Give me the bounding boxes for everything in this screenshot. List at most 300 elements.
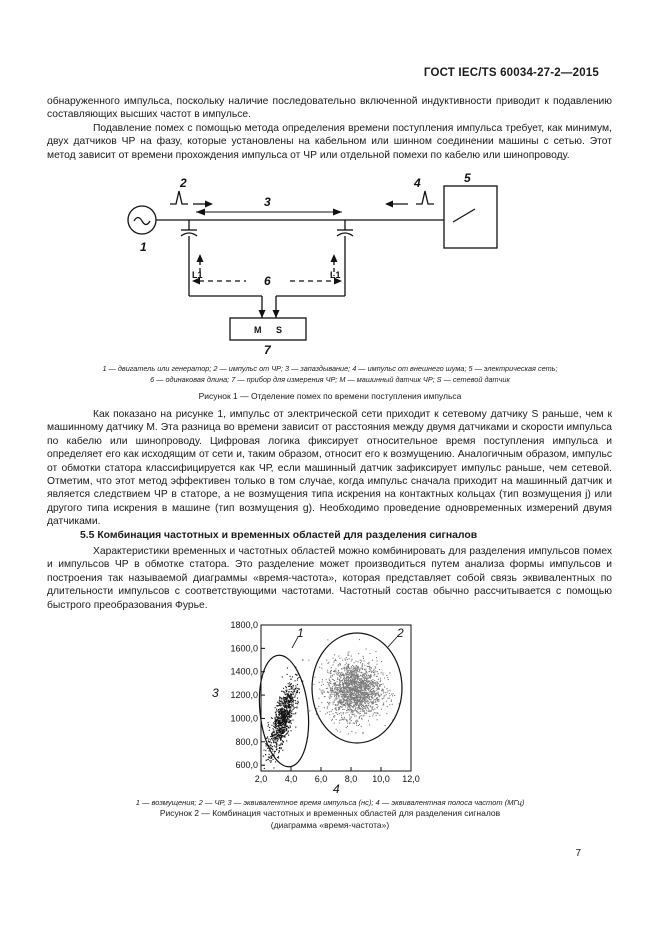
scatter-point-series-2 [361, 694, 362, 695]
scatter-point-series-2 [379, 715, 380, 716]
scatter-point-series-1 [298, 677, 299, 678]
scatter-point-series-2 [364, 706, 365, 707]
scatter-point-series-1 [280, 720, 281, 721]
scatter-point-series-2 [359, 670, 360, 671]
scatter-point-series-2 [370, 690, 371, 691]
scatter-point-series-2 [351, 731, 352, 732]
scatter-point-series-1 [294, 689, 295, 690]
scatter-point-series-2 [335, 659, 336, 660]
scatter-point-series-2 [330, 690, 331, 691]
scatter-point-series-2 [349, 651, 350, 652]
scatter-point-series-2 [373, 688, 374, 689]
scatter-point-series-2 [381, 661, 382, 662]
scatter-point-series-2 [329, 704, 330, 705]
scatter-point-series-2 [348, 688, 349, 689]
scatter-point-series-2 [331, 667, 332, 668]
scatter-point-series-2 [349, 670, 350, 671]
scatter-point-series-2 [342, 718, 343, 719]
scatter-point-series-2 [376, 715, 377, 716]
scatter-point-series-1 [283, 717, 284, 718]
scatter-point-series-2 [364, 702, 365, 703]
scatter-point-series-2 [368, 705, 369, 706]
scatter-point-series-1 [282, 750, 283, 751]
scatter-point-series-2 [389, 672, 390, 673]
scatter-point-series-1 [282, 698, 283, 699]
scatter-point-series-1 [299, 692, 300, 693]
scatter-point-series-2 [367, 700, 368, 701]
scatter-point-series-2 [372, 706, 373, 707]
scatter-point-series-2 [327, 702, 328, 703]
scatter-point-series-2 [342, 680, 343, 681]
scatter-point-series-1 [284, 703, 285, 704]
scatter-point-series-1 [278, 752, 279, 753]
scatter-point-series-1 [279, 748, 280, 749]
scatter-point-series-2 [355, 691, 356, 692]
scatter-point-series-2 [367, 677, 368, 678]
scatter-point-series-2 [360, 660, 361, 661]
scatter-point-series-2 [333, 664, 334, 665]
scatter-point-series-2 [365, 705, 366, 706]
scatter-point-series-2 [390, 690, 391, 691]
scatter-point-series-2 [391, 701, 392, 702]
scatter-point-series-1 [282, 735, 283, 736]
scatter-point-series-1 [289, 721, 290, 722]
scatter-point-series-2 [339, 713, 340, 714]
scatter-point-series-2 [351, 692, 352, 693]
scatter-point-series-2 [368, 671, 369, 672]
scatter-point-series-2 [383, 704, 384, 705]
scatter-point-series-2 [371, 697, 372, 698]
scatter-point-series-2 [370, 710, 371, 711]
scatter-point-series-2 [353, 690, 354, 691]
scatter-point-series-2 [343, 712, 344, 713]
scatter-point-series-1 [281, 739, 282, 740]
scatter-point-series-2 [341, 717, 342, 718]
scatter-point-series-1 [274, 727, 275, 728]
scatter-point-series-1 [288, 695, 289, 696]
scatter-point-series-1 [285, 703, 286, 704]
scatter-point-series-2 [332, 675, 333, 676]
scatter-point-series-2 [327, 708, 328, 709]
scatter-point-series-2 [376, 685, 377, 686]
scatter-point-series-2 [337, 701, 338, 702]
scatter-point-series-2 [342, 698, 343, 699]
scatter-point-series-2 [322, 690, 323, 691]
scatter-point-series-2 [339, 690, 340, 691]
scatter-point-series-2 [331, 711, 332, 712]
scatter-point-series-2 [351, 666, 352, 667]
scatter-point-series-2 [348, 681, 349, 682]
scatter-point-series-2 [361, 715, 362, 716]
scatter-point-series-2 [378, 679, 379, 680]
scatter-point-series-1 [276, 728, 277, 729]
scatter-point-series-2 [376, 657, 377, 658]
scatter-point-series-2 [365, 682, 366, 683]
scatter-point-series-2 [340, 701, 341, 702]
scatter-point-series-2 [363, 658, 364, 659]
scatter-point-series-1 [293, 699, 294, 700]
scatter-point-series-2 [345, 692, 346, 693]
scatter-point-series-2 [335, 660, 336, 661]
scatter-point-series-2 [337, 681, 338, 682]
scatter-point-series-1 [265, 754, 266, 755]
scatter-point-series-2 [374, 712, 375, 713]
scatter-point-series-2 [362, 719, 363, 720]
scatter-point-series-2 [360, 688, 361, 689]
scatter-point-series-2 [368, 701, 369, 702]
scatter-point-series-2 [335, 707, 336, 708]
scatter-point-series-2 [374, 692, 375, 693]
scatter-point-series-2 [352, 659, 353, 660]
scatter-point-series-1 [284, 730, 285, 731]
scatter-point-series-2 [349, 706, 350, 707]
scatter-point-series-2 [340, 712, 341, 713]
scatter-point-series-2 [337, 687, 338, 688]
scatter-point-series-2 [389, 693, 390, 694]
scatter-point-series-2 [377, 704, 378, 705]
scatter-point-series-1 [297, 690, 298, 691]
scatter-point-series-2 [349, 701, 350, 702]
scatter-point-series-2 [344, 677, 345, 678]
scatter-point-series-1 [288, 721, 289, 722]
scatter-point-series-2 [370, 685, 371, 686]
scatter-point-series-1 [279, 711, 280, 712]
scatter-point-series-1 [293, 704, 294, 705]
scatter-point-series-2 [343, 684, 344, 685]
scatter-point-series-2 [380, 681, 381, 682]
scatter-point-series-2 [374, 696, 375, 697]
scatter-point-series-2 [358, 705, 359, 706]
scatter-point-series-1 [278, 722, 279, 723]
scatter-point-series-2 [348, 665, 349, 666]
scatter-point-series-2 [358, 687, 359, 688]
y-tick-label: 1800,0 [230, 620, 258, 630]
scatter-point-series-2 [324, 707, 325, 708]
scatter-point-series-1 [276, 743, 277, 744]
scatter-point-series-2 [359, 718, 360, 719]
scatter-point-series-2 [369, 698, 370, 699]
scatter-point-series-2 [359, 708, 360, 709]
scatter-point-series-2 [391, 699, 392, 700]
scatter-point-series-2 [353, 706, 354, 707]
scatter-point-series-2 [360, 697, 361, 698]
scatter-point-series-2 [340, 665, 341, 666]
scatter-point-series-2 [327, 688, 328, 689]
scatter-point-series-1 [281, 691, 282, 692]
scatter-point-series-2 [334, 723, 335, 724]
scatter-point-series-1 [289, 701, 290, 702]
scatter-point-series-2 [376, 694, 377, 695]
scatter-point-series-2 [343, 695, 344, 696]
scatter-point-series-2 [375, 667, 376, 668]
scatter-point-series-2 [389, 698, 390, 699]
scatter-point-series-1 [280, 716, 281, 717]
scatter-point-series-2 [328, 672, 329, 673]
scatter-point-series-2 [357, 709, 358, 710]
scatter-point-series-1 [277, 736, 278, 737]
scatter-point-series-2 [366, 675, 367, 676]
scatter-point-series-2 [370, 674, 371, 675]
scatter-point-series-2 [335, 699, 336, 700]
scatter-point-series-2 [336, 710, 337, 711]
scatter-point-series-2 [351, 676, 352, 677]
scatter-point-series-1 [276, 731, 277, 732]
scatter-point-series-2 [347, 668, 348, 669]
scatter-point-series-2 [329, 679, 330, 680]
scatter-point-series-2 [361, 700, 362, 701]
scatter-point-series-1 [285, 729, 286, 730]
scatter-point-series-2 [362, 676, 363, 677]
scatter-point-series-1 [275, 717, 276, 718]
scatter-point-series-2 [362, 709, 363, 710]
scatter-point-series-1 [283, 712, 284, 713]
scatter-point-series-2 [340, 677, 341, 678]
scatter-point-series-2 [342, 682, 343, 683]
scatter-point-series-2 [367, 696, 368, 697]
scatter-point-series-1 [289, 717, 290, 718]
scatter-point-series-2 [351, 705, 352, 706]
y-tick-label: 1200,0 [230, 690, 258, 701]
scatter-point-series-1 [273, 726, 274, 727]
scatter-point-series-2 [339, 658, 340, 659]
scatter-point-series-1 [269, 754, 270, 755]
scatter-point-series-2 [383, 703, 384, 704]
scatter-point-series-2 [363, 690, 364, 691]
scatter-point-series-1 [272, 734, 273, 735]
scatter-point-series-1 [291, 723, 292, 724]
scatter-point-series-2 [365, 678, 366, 679]
scatter-point-series-2 [346, 712, 347, 713]
scatter-point-series-2 [326, 688, 327, 689]
scatter-point-series-1 [269, 727, 270, 728]
scatter-point-series-2 [355, 694, 356, 695]
scatter-point-series-2 [356, 668, 357, 669]
scatter-point-series-2 [365, 676, 366, 677]
scatter-point-series-2 [368, 720, 369, 721]
scatter-point-series-2 [377, 692, 378, 693]
scatter-point-series-2 [318, 698, 319, 699]
scatter-point-series-2 [346, 681, 347, 682]
scatter-point-series-2 [346, 710, 347, 711]
scatter-point-series-2 [354, 674, 355, 675]
scatter-point-series-1 [272, 749, 273, 750]
y-tick-label: 600,0 [235, 760, 258, 771]
scatter-point-series-2 [339, 675, 340, 676]
scatter-point-series-2 [347, 712, 348, 713]
scatter-point-series-2 [334, 696, 335, 697]
scatter-point-series-2 [348, 664, 349, 665]
scatter-point-series-1 [276, 730, 277, 731]
scatter-point-series-1 [263, 756, 264, 757]
scatter-point-series-1 [264, 768, 265, 769]
scatter-point-series-2 [367, 708, 368, 709]
scatter-point-series-2 [361, 687, 362, 688]
scatter-point-series-2 [372, 708, 373, 709]
scatter-point-series-1 [282, 722, 283, 723]
scatter-point-series-1 [290, 727, 291, 728]
scatter-point-series-1 [271, 742, 272, 743]
scatter-point-series-2 [367, 663, 368, 664]
scatter-point-series-2 [369, 666, 370, 667]
scatter-point-series-2 [350, 703, 351, 704]
scatter-point-series-2 [336, 729, 337, 730]
scatter-point-series-2 [348, 684, 349, 685]
scatter-point-series-2 [330, 675, 331, 676]
scatter-point-series-1 [293, 713, 294, 714]
scatter-point-series-2 [334, 715, 335, 716]
scatter-point-series-1 [295, 700, 296, 701]
scatter-point-series-2 [361, 704, 362, 705]
scatter-point-series-2 [323, 684, 324, 685]
scatter-point-series-2 [363, 698, 364, 699]
scatter-point-series-1 [283, 742, 284, 743]
scatter-point-series-1 [295, 694, 296, 695]
scatter-point-series-2 [321, 690, 322, 691]
scatter-point-series-2 [367, 666, 368, 667]
scatter-point-series-2 [374, 669, 375, 670]
scatter-point-series-1 [271, 717, 272, 718]
scatter-point-series-2 [338, 687, 339, 688]
scatter-point-series-1 [276, 748, 277, 749]
scatter-point-series-2 [367, 678, 368, 679]
scatter-point-series-2 [355, 688, 356, 689]
scatter-point-series-2 [354, 702, 355, 703]
scatter-point-series-2 [372, 702, 373, 703]
scatter-point-series-2 [362, 702, 363, 703]
scatter-point-series-2 [369, 686, 370, 687]
scatter-point-series-2 [356, 692, 357, 693]
scatter-point-series-2 [349, 723, 350, 724]
scatter-point-series-2 [344, 679, 345, 680]
scatter-point-series-1 [272, 746, 273, 747]
fig1-label-l1-right: L1 [330, 270, 341, 280]
scatter-point-series-2 [359, 639, 360, 640]
scatter-point-series-1 [291, 715, 292, 716]
scatter-point-series-1 [291, 710, 292, 711]
scatter-point-series-1 [289, 707, 290, 708]
scatter-point-series-2 [345, 664, 346, 665]
scatter-point-series-2 [371, 699, 372, 700]
scatter-point-series-1 [278, 709, 279, 710]
scatter-point-series-2 [351, 694, 352, 695]
scatter-point-series-1 [283, 699, 284, 700]
scatter-point-series-2 [356, 701, 357, 702]
scatter-point-series-1 [279, 721, 280, 722]
scatter-point-series-2 [366, 674, 367, 675]
scatter-point-series-1 [295, 707, 296, 708]
scatter-point-series-1 [269, 758, 270, 759]
scatter-point-series-2 [339, 676, 340, 677]
scatter-point-series-2 [360, 685, 361, 686]
x-tick-label: 6,0 [314, 774, 328, 784]
scatter-point-series-1 [282, 703, 283, 704]
scatter-point-series-2 [335, 686, 336, 687]
scatter-point-series-1 [291, 691, 292, 692]
scatter-point-series-1 [266, 745, 267, 746]
scatter-point-series-2 [344, 682, 345, 683]
scatter-point-series-1 [292, 687, 293, 688]
fig2-label-2: 2 [397, 626, 404, 640]
scatter-point-series-2 [366, 696, 367, 697]
scatter-point-series-1 [278, 714, 279, 715]
scatter-point-series-2 [343, 673, 344, 674]
scatter-point-series-2 [348, 680, 349, 681]
scatter-point-series-2 [361, 681, 362, 682]
scatter-point-series-2 [329, 682, 330, 683]
scatter-point-series-2 [348, 667, 349, 668]
scatter-point-series-1 [282, 743, 283, 744]
scatter-point-series-2 [361, 726, 362, 727]
scatter-point-series-2 [346, 727, 347, 728]
scatter-point-series-2 [328, 662, 329, 663]
scatter-point-series-1 [278, 730, 279, 731]
scatter-point-series-2 [362, 665, 363, 666]
section-number: 5.5 [80, 530, 95, 541]
scatter-point-series-2 [361, 660, 362, 661]
scatter-point-series-2 [370, 687, 371, 688]
scatter-point-series-2 [364, 665, 365, 666]
scatter-point-series-2 [364, 697, 365, 698]
scatter-point-series-2 [379, 696, 380, 697]
scatter-point-series-2 [365, 689, 366, 690]
scatter-point-series-2 [352, 687, 353, 688]
scatter-point-series-1 [288, 719, 289, 720]
scatter-point-series-2 [327, 639, 328, 640]
scatter-point-series-2 [346, 669, 347, 670]
scatter-point-series-1 [280, 723, 281, 724]
scatter-point-series-2 [318, 706, 319, 707]
scatter-point-series-1 [291, 713, 292, 714]
scatter-point-series-2 [344, 717, 345, 718]
scatter-point-series-2 [344, 695, 345, 696]
scatter-point-series-2 [363, 732, 364, 733]
scatter-point-series-2 [359, 671, 360, 672]
scatter-point-series-2 [371, 683, 372, 684]
scatter-point-series-1 [288, 686, 289, 687]
scatter-point-series-2 [386, 694, 387, 695]
scatter-point-series-1 [283, 727, 284, 728]
paragraph-4: Характеристики временных и частотных областей можно комбинировать для разделения импульсов помех и импульсов ЧР в обмотке статора. Это разделение может производиться путем анализа формы импульсов и построения так называемой диаграммы «время-частота», которая представляет собой связь эквивалентных по длительности импульсов с соответствующими частотами. Частотный состав обычно рассчитывается с помощью быстрого преобразования Фурье. [47, 546, 612, 611]
scatter-point-series-2 [333, 662, 334, 663]
scatter-point-series-2 [364, 712, 365, 713]
scatter-point-series-1 [290, 676, 291, 677]
figure-2-chart [195, 612, 435, 794]
scatter-point-series-1 [288, 694, 289, 695]
scatter-point-series-2 [342, 702, 343, 703]
scatter-point-series-2 [368, 675, 369, 676]
scatter-points [263, 639, 400, 769]
scatter-point-series-2 [323, 691, 324, 692]
scatter-point-series-2 [332, 688, 333, 689]
scatter-point-series-1 [279, 718, 280, 719]
scatter-point-series-2 [340, 686, 341, 687]
scatter-point-series-1 [297, 678, 298, 679]
scatter-point-series-2 [384, 677, 385, 678]
scatter-point-series-2 [369, 692, 370, 693]
scatter-point-series-2 [378, 683, 379, 684]
scatter-point-series-1 [283, 705, 284, 706]
scatter-point-series-1 [273, 742, 274, 743]
scatter-point-series-1 [279, 697, 280, 698]
scatter-point-series-1 [290, 707, 291, 708]
scatter-point-series-1 [281, 732, 282, 733]
scatter-point-series-1 [293, 694, 294, 695]
scatter-point-series-2 [355, 670, 356, 671]
scatter-point-series-2 [333, 683, 334, 684]
scatter-point-series-2 [369, 669, 370, 670]
scatter-point-series-2 [377, 671, 378, 672]
scatter-point-series-1 [285, 718, 286, 719]
